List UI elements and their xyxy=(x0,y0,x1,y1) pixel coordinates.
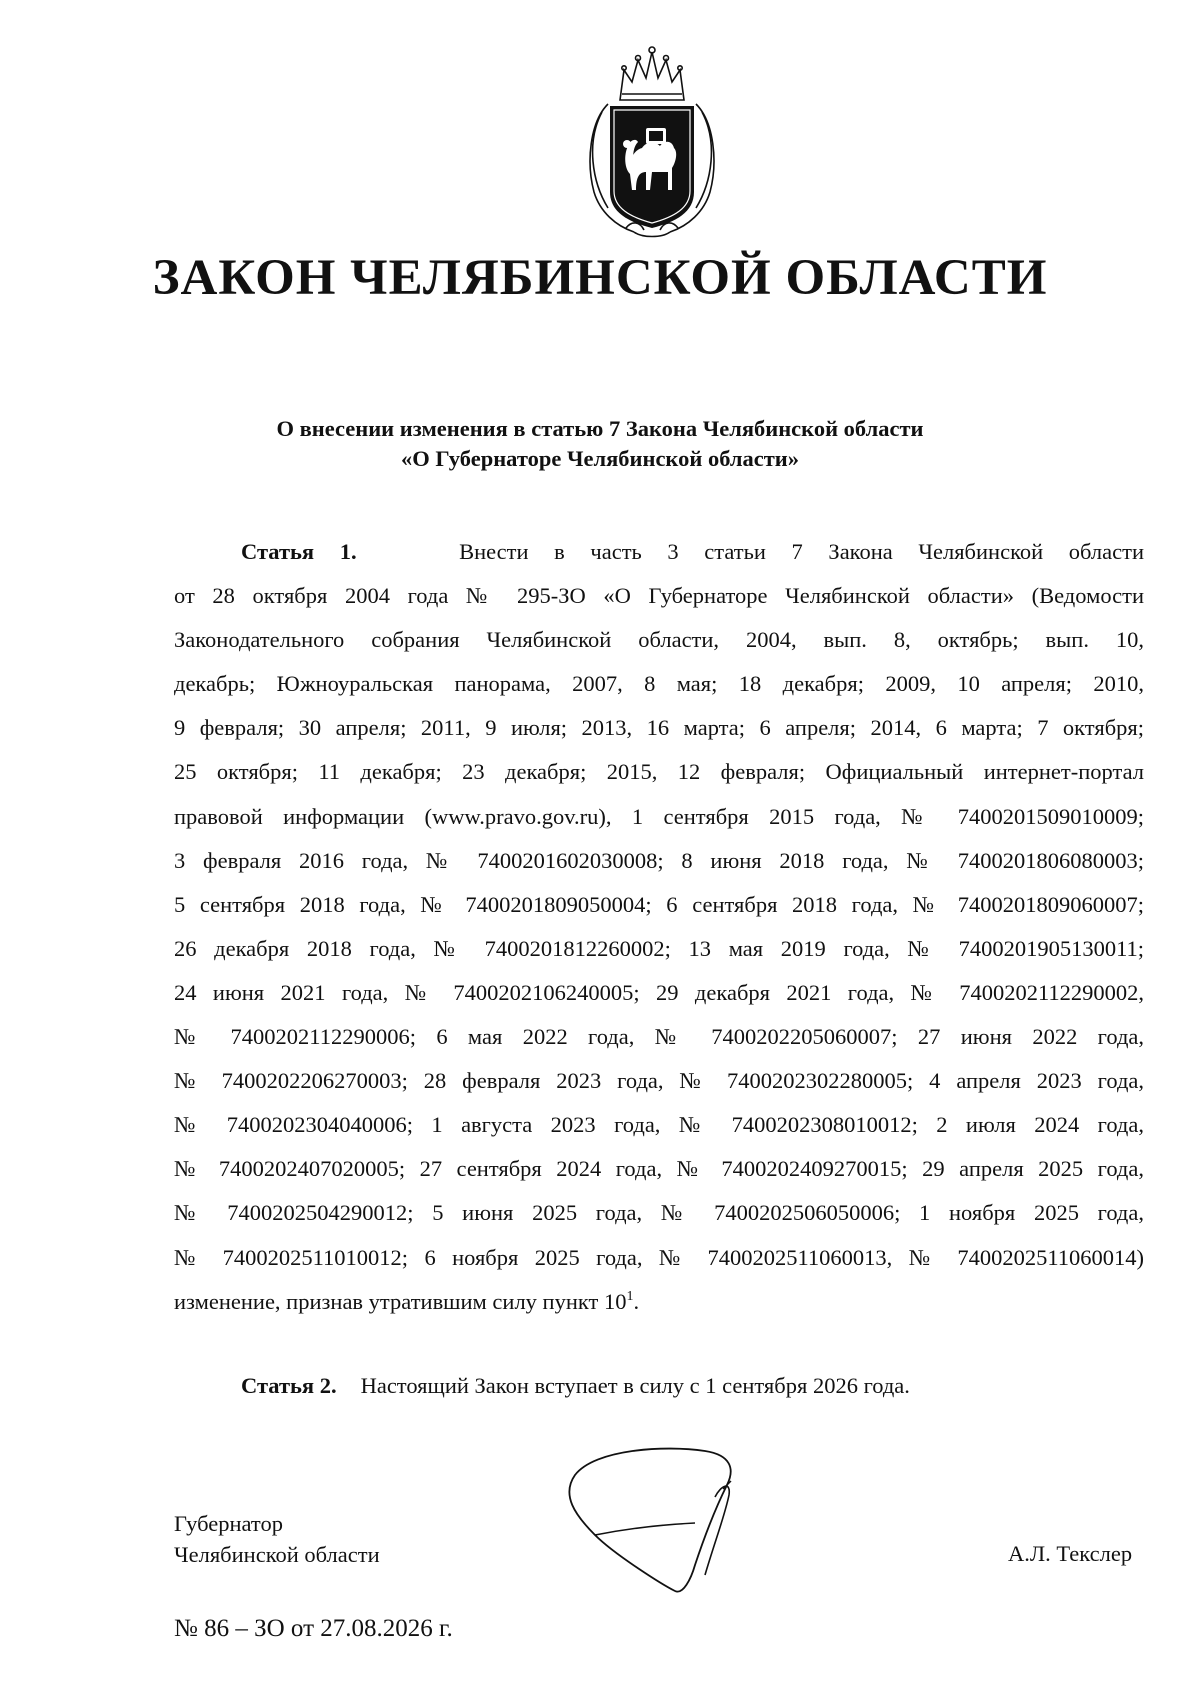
article-1-line: декабрь; Южноуральская панорама, 2007, 8 мая; 18 декабря; 2009, 10 апреля; 2010, xyxy=(174,671,1144,697)
article-1-final-end: . xyxy=(633,1288,640,1314)
subject-line-2: «О Губернаторе Челябинской области» xyxy=(400,446,800,471)
handwritten-signature xyxy=(555,1445,775,1605)
article-1-final-sup: 1 xyxy=(626,1288,634,1304)
law-number-and-date: № 86 – ЗО от 27.08.2026 г. xyxy=(174,1615,453,1642)
article-1-final-text: изменение, признав утратившим силу пункт 10 xyxy=(174,1288,627,1314)
article-1-line: правовой информации (www.pravo.gov.ru), 1 сентября 2015 года, № 7400201509010009; xyxy=(174,803,1144,829)
article-1-line: 9 февраля; 30 апреля; 2011, 9 июля; 2013, 16 марта; 6 апреля; 2014, 6 марта; 7 октября; xyxy=(174,715,1144,741)
article-1-line: Законодательного собрания Челябинской области, 2004, вып. 8, октябрь; вып. 10, xyxy=(174,627,1144,653)
article-1-label: Статья 1. xyxy=(241,539,357,564)
article-1-line: № 7400202407020005; 27 сентября 2024 года, № 7400202409270015; 29 апреля 2025 года, xyxy=(174,1156,1144,1182)
article-1-line: 25 октября; 11 декабря; 23 декабря; 2015, 12 февраля; Официальный интернет-портал xyxy=(174,759,1144,785)
law-title: ЗАКОН ЧЕЛЯБИНСКОЙ ОБЛАСТИ xyxy=(152,250,1048,306)
article-1-line: 26 декабря 2018 года, № 7400201812260002; 13 мая 2019 года, № 7400201905130011; xyxy=(174,935,1144,961)
article-1-text-0: Внести в часть 3 статьи 7 Закона Челябинской области xyxy=(459,539,1144,564)
coat-of-arms-emblem xyxy=(580,42,724,242)
article-1-line: № 7400202304040006; 1 августа 2023 года, № 7400202308010012; 2 июля 2024 года, xyxy=(174,1112,1144,1138)
governor-position xyxy=(174,1508,380,1570)
governor-name: А.Л. Текслер xyxy=(1008,1541,1133,1566)
article-1-line: от 28 октября 2004 года № 295-ЗО «О Губернаторе Челябинской области» (Ведомости xyxy=(174,583,1144,609)
article-2 xyxy=(241,1371,1141,1401)
article-1-line: № 7400202511010012; 6 ноября 2025 года, № 7400202511060013, № 7400202511060014) xyxy=(174,1244,1144,1270)
governor-position-line-2: Челябинской области xyxy=(174,1542,380,1567)
article-1-line: № 7400202112290006; 6 мая 2022 года, № 7400202205060007; 27 июня 2022 года, xyxy=(174,1024,1144,1050)
article-2-text: Настоящий Закон вступает в силу с 1 сентября 2026 года. xyxy=(360,1373,910,1398)
article-1-line: 3 февраля 2016 года, № 7400201602030008; 8 июня 2018 года, № 7400201806080003; xyxy=(174,847,1144,873)
subject-line-1: О внесении изменения в статью 7 Закона Челябинской области xyxy=(276,416,924,441)
law-subject xyxy=(0,414,1200,474)
article-1-line xyxy=(174,530,1144,574)
article-1-line: 5 сентября 2018 года, № 7400201809050004; 6 сентября 2018 года, № 7400201809060007; xyxy=(174,891,1144,917)
article-1-final-line xyxy=(174,1280,1144,1324)
article-1-line: № 7400202206270003; 28 февраля 2023 года, № 7400202302280005; 4 апреля 2023 года, xyxy=(174,1068,1144,1094)
article-2-label: Статья 2. xyxy=(241,1373,337,1398)
article-1-line: 24 июня 2021 года, № 7400202106240005; 29 декабря 2021 года, № 7400202112290002, xyxy=(174,979,1144,1005)
governor-position-line-1: Губернатор xyxy=(174,1511,283,1536)
article-1-line: № 7400202504290012; 5 июня 2025 года, № 7400202506050006; 1 ноября 2025 года, xyxy=(174,1200,1144,1226)
article-1 xyxy=(174,530,1144,1324)
